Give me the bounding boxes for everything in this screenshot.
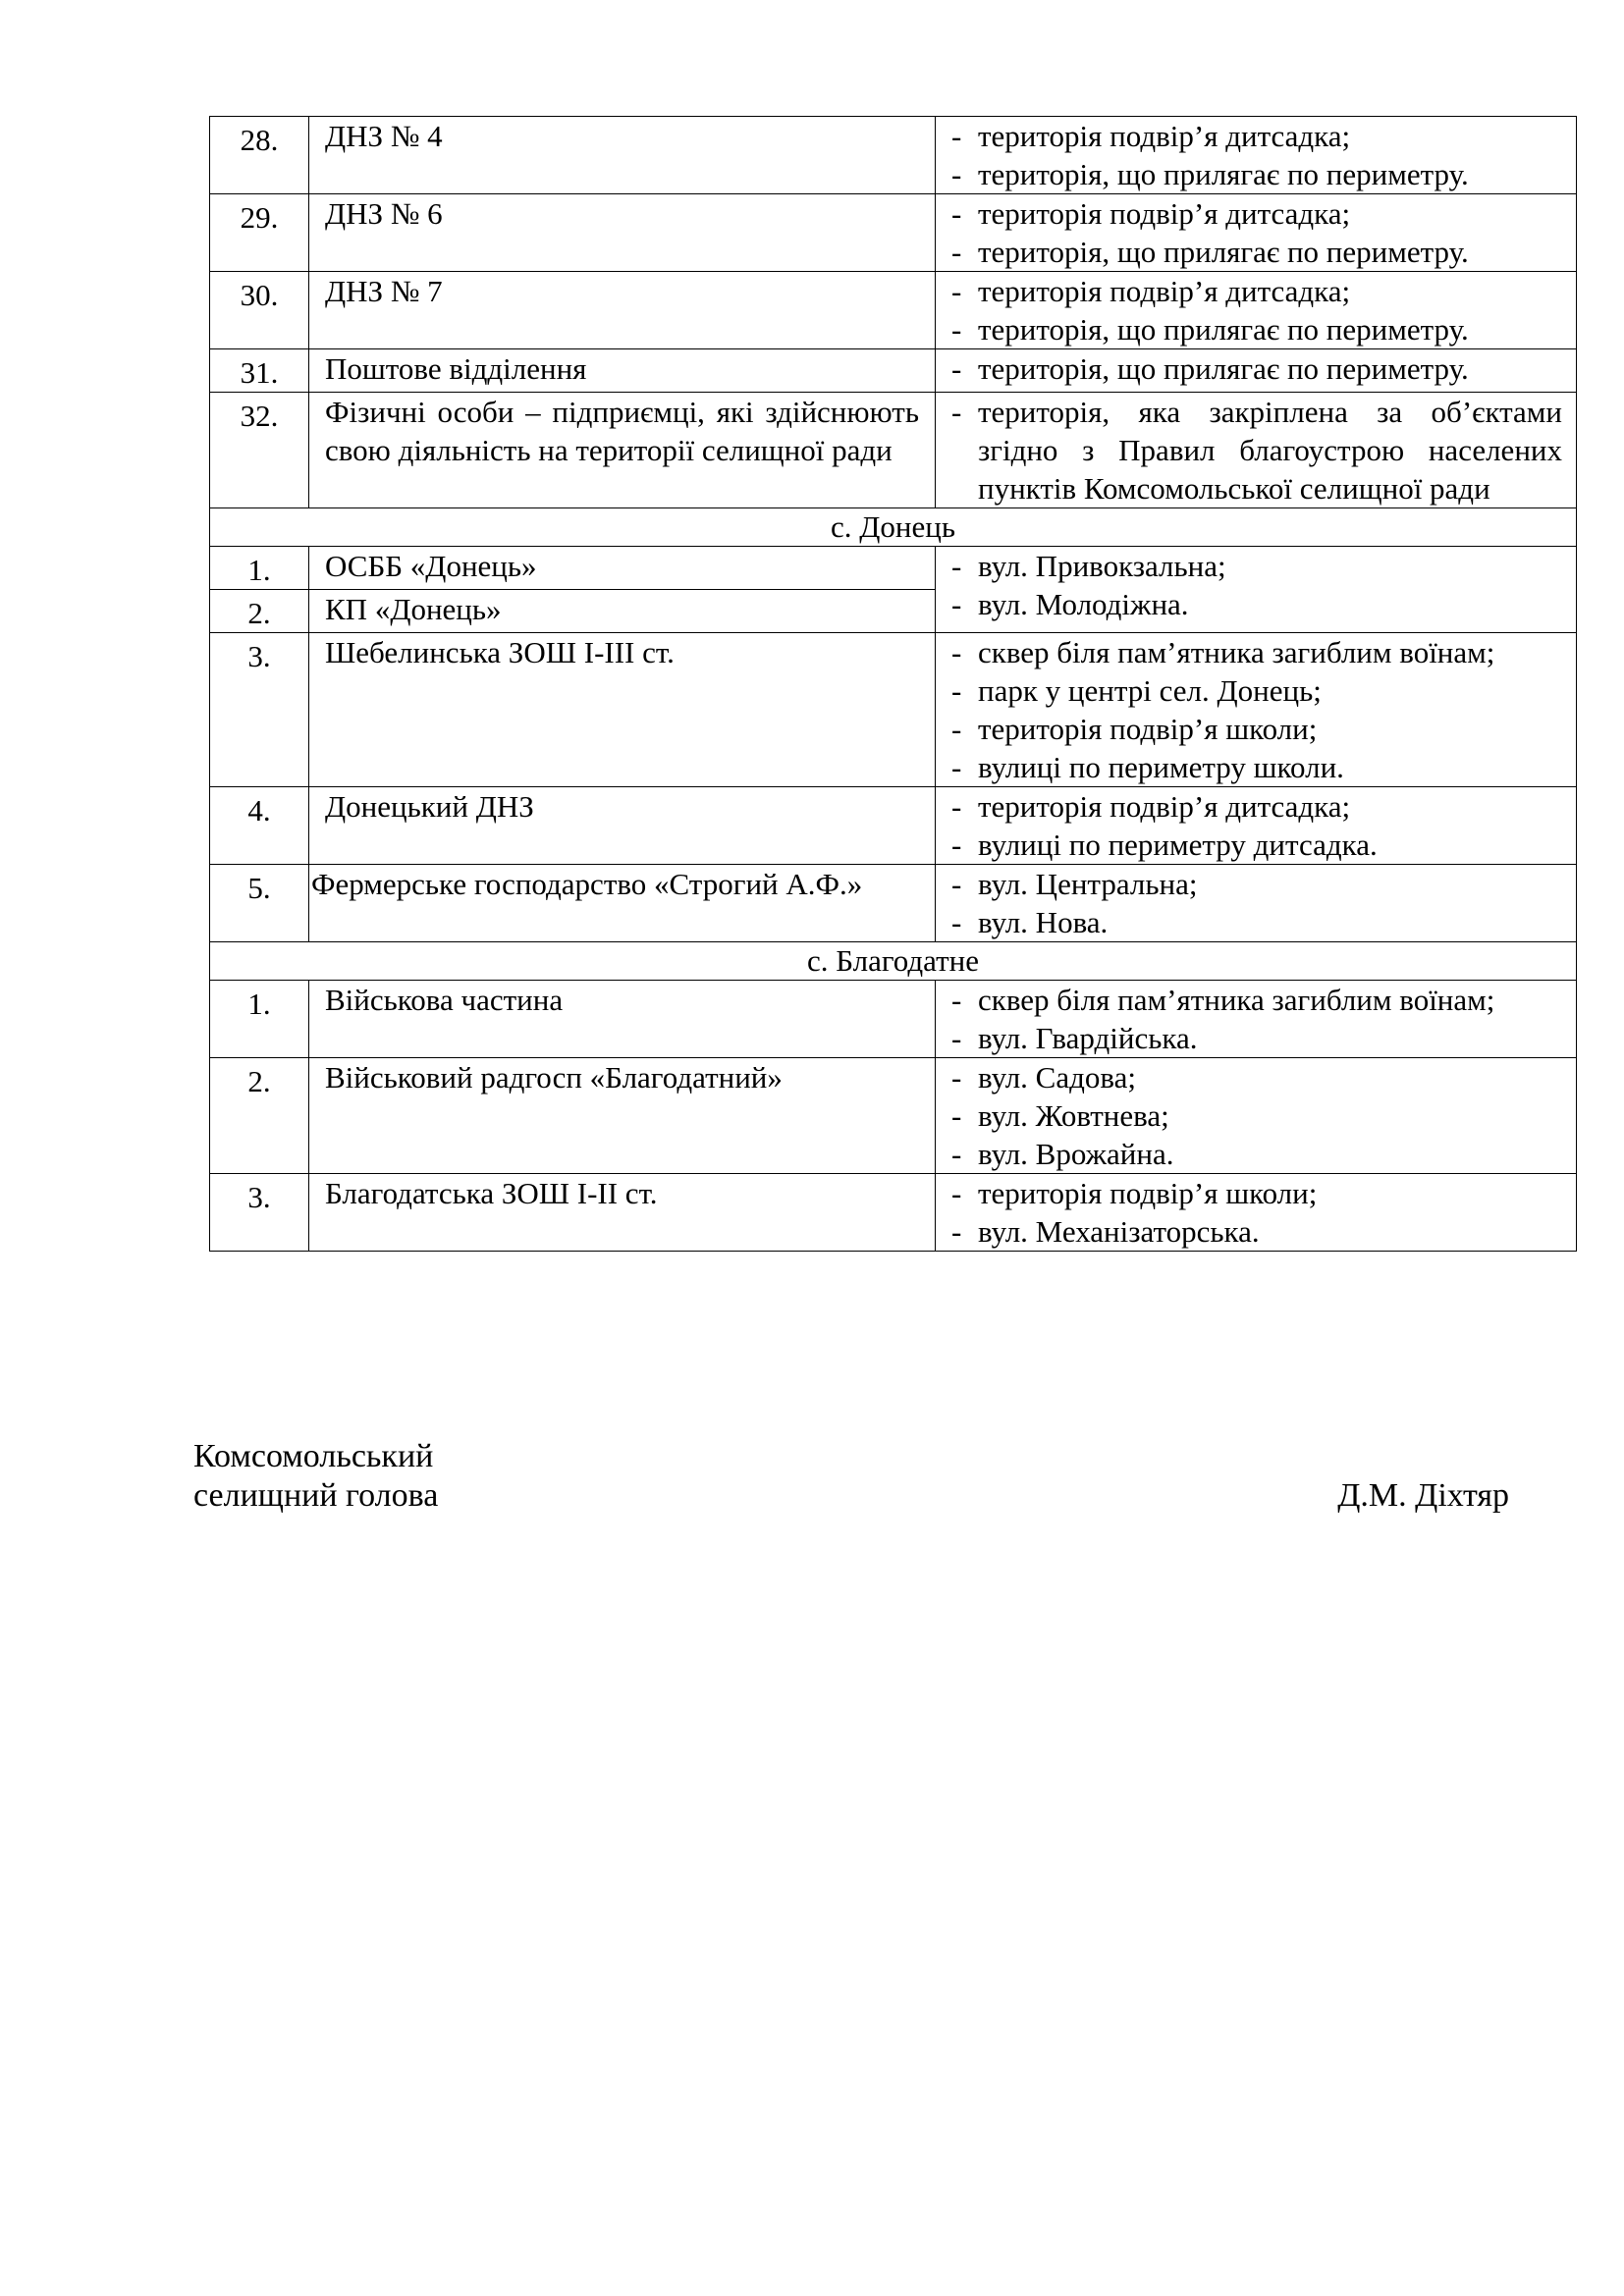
organization-name: ДНЗ № 7 (309, 272, 936, 349)
territory-text: вул. Садова; (978, 1060, 1136, 1095)
territory-text: територія подвір’я школи; (978, 712, 1318, 746)
row-number: 4. (210, 787, 309, 865)
assigned-territory (936, 272, 1577, 349)
list-dash: - (951, 1021, 962, 1055)
assigned-territory (936, 349, 1577, 393)
territory-text: територія, що прилягає по периметру. (978, 235, 1469, 269)
signature-name: Д.М. Діхтяр (1337, 1477, 1509, 1514)
territory-item (951, 310, 1562, 348)
organization-name: Військовий радгосп «Благодатний» (309, 1058, 936, 1174)
list-dash: - (951, 673, 962, 708)
territory-item (951, 826, 1562, 864)
table-row (210, 1058, 1577, 1174)
table-row (210, 865, 1577, 942)
list-dash: - (951, 1098, 962, 1133)
assigned-territory (936, 194, 1577, 272)
organization-name: Благодатська ЗОШ І-ІІ ст. (309, 1174, 936, 1252)
section-row (210, 508, 1577, 547)
list-dash: - (951, 1137, 962, 1171)
list-dash: - (951, 635, 962, 669)
territory-text: територія подвір’я дитсадка; (978, 274, 1351, 308)
table-body (210, 117, 1577, 1252)
section-label: с. Благодатне (210, 942, 1577, 981)
territory-text: вул. Привокзальна; (978, 549, 1226, 583)
organization-name: Донецький ДНЗ (309, 787, 936, 865)
territory-item (951, 787, 1562, 826)
list-dash: - (951, 789, 962, 824)
territory-text: вул. Гвардійська. (978, 1021, 1198, 1055)
organization-name: Фермерське господарство «Строгий А.Ф.» (309, 865, 936, 942)
territory-text: вулиці по периметру дитсадка. (978, 828, 1378, 862)
territory-text: сквер біля пам’ятника загиблим воїнам; (978, 635, 1495, 669)
table-row (210, 633, 1577, 787)
territory-item (951, 1058, 1562, 1096)
territory-item (951, 349, 1562, 388)
table-row (210, 272, 1577, 349)
territory-text: територія, що прилягає по периметру. (978, 157, 1469, 191)
list-dash: - (951, 549, 962, 583)
territory-text: вул. Врожайна. (978, 1137, 1174, 1171)
assigned-territory (936, 633, 1577, 787)
organization-name: КП «Донець» (309, 590, 936, 633)
row-number: 31. (210, 349, 309, 393)
signature-title-line1: Комсомольський (193, 1438, 434, 1474)
table-row (210, 787, 1577, 865)
assigned-territory (936, 865, 1577, 942)
territory-item (951, 671, 1562, 710)
list-dash: - (951, 905, 962, 939)
row-number: 5. (210, 865, 309, 942)
signature-title-line2: селищний голова (193, 1477, 439, 1514)
territory-text: територія подвір’я дитсадка; (978, 119, 1351, 153)
list-dash: - (951, 750, 962, 784)
territory-item (951, 748, 1562, 786)
table-row (210, 547, 1577, 590)
table-row (210, 1174, 1577, 1252)
organization-name: Фізичні особи – підприємці, які здійснюють свою діяльність на території селищної ради (309, 393, 936, 508)
list-dash: - (951, 235, 962, 269)
organization-name: Шебелинська ЗОШ І-ІІІ ст. (309, 633, 936, 787)
territory-text: територія, що прилягає по периметру. (978, 351, 1469, 386)
organization-name: ДНЗ № 4 (309, 117, 936, 194)
row-number: 32. (210, 393, 309, 508)
table-row (210, 981, 1577, 1058)
territory-item (951, 865, 1562, 903)
territory-item (951, 272, 1562, 310)
list-dash: - (951, 395, 962, 429)
territory-item (951, 1212, 1562, 1251)
territory-text: сквер біля пам’ятника загиблим воїнам; (978, 983, 1495, 1017)
territory-text: територія подвір’я школи; (978, 1176, 1318, 1210)
section-row (210, 942, 1577, 981)
territory-text: вул. Нова. (978, 905, 1109, 939)
territory-item (951, 981, 1562, 1019)
row-number: 30. (210, 272, 309, 349)
list-dash: - (951, 712, 962, 746)
row-number: 28. (210, 117, 309, 194)
territory-item (951, 155, 1562, 193)
organization-name: ОСББ «Донець» (309, 547, 936, 590)
assigned-territory (936, 787, 1577, 865)
organization-name: Військова частина (309, 981, 936, 1058)
territory-item (951, 547, 1562, 585)
territory-table-wrap (209, 116, 1576, 1252)
list-dash: - (951, 1214, 962, 1249)
table-row (210, 194, 1577, 272)
list-dash: - (951, 587, 962, 621)
organization-name: ДНЗ № 6 (309, 194, 936, 272)
territory-text: вул. Механізаторська. (978, 1214, 1260, 1249)
territory-item (951, 710, 1562, 748)
territory-item (951, 1019, 1562, 1057)
assigned-territory (936, 117, 1577, 194)
territory-text: вул. Молодіжна. (978, 587, 1189, 621)
assigned-territory (936, 1174, 1577, 1252)
territory-item (951, 1096, 1562, 1135)
list-dash: - (951, 1060, 962, 1095)
territory-text: територія, що прилягає по периметру. (978, 312, 1469, 347)
row-number: 3. (210, 633, 309, 787)
row-number: 29. (210, 194, 309, 272)
territory-item (951, 194, 1562, 233)
territory-item (951, 233, 1562, 271)
assigned-territory (936, 1058, 1577, 1174)
list-dash: - (951, 983, 962, 1017)
territory-text: територія подвір’я дитсадка; (978, 196, 1351, 231)
assigned-territory (936, 547, 1577, 633)
territory-item (951, 1135, 1562, 1173)
row-number: 2. (210, 590, 309, 633)
list-dash: - (951, 157, 962, 191)
assigned-territory (936, 981, 1577, 1058)
territory-item (951, 393, 1562, 507)
row-number: 2. (210, 1058, 309, 1174)
list-dash: - (951, 312, 962, 347)
territory-item (951, 633, 1562, 671)
territory-item (951, 1174, 1562, 1212)
territory-text: територія, яка закріплена за об’єктами згідно з Правил благоустрою населених пунктів Комсомольської селищної ради (978, 395, 1562, 506)
row-number: 1. (210, 981, 309, 1058)
territory-item (951, 117, 1562, 155)
list-dash: - (951, 867, 962, 901)
list-dash: - (951, 351, 962, 386)
territory-item (951, 585, 1562, 623)
territory-text: парк у центрі сел. Донець; (978, 673, 1322, 708)
territory-text: територія подвір’я дитсадка; (978, 789, 1351, 824)
assigned-territory (936, 393, 1577, 508)
organization-name: Поштове відділення (309, 349, 936, 393)
signature-block (193, 1437, 1509, 1516)
territory-text: вулиці по периметру школи. (978, 750, 1344, 784)
territory-table (209, 116, 1577, 1252)
row-number: 1. (210, 547, 309, 590)
list-dash: - (951, 196, 962, 231)
list-dash: - (951, 828, 962, 862)
list-dash: - (951, 1176, 962, 1210)
table-row (210, 349, 1577, 393)
table-row (210, 117, 1577, 194)
table-row (210, 393, 1577, 508)
row-number: 3. (210, 1174, 309, 1252)
list-dash: - (951, 274, 962, 308)
section-label: с. Донець (210, 508, 1577, 547)
territory-item (951, 903, 1562, 941)
territory-text: вул. Центральна; (978, 867, 1198, 901)
list-dash: - (951, 119, 962, 153)
territory-text: вул. Жовтнева; (978, 1098, 1169, 1133)
